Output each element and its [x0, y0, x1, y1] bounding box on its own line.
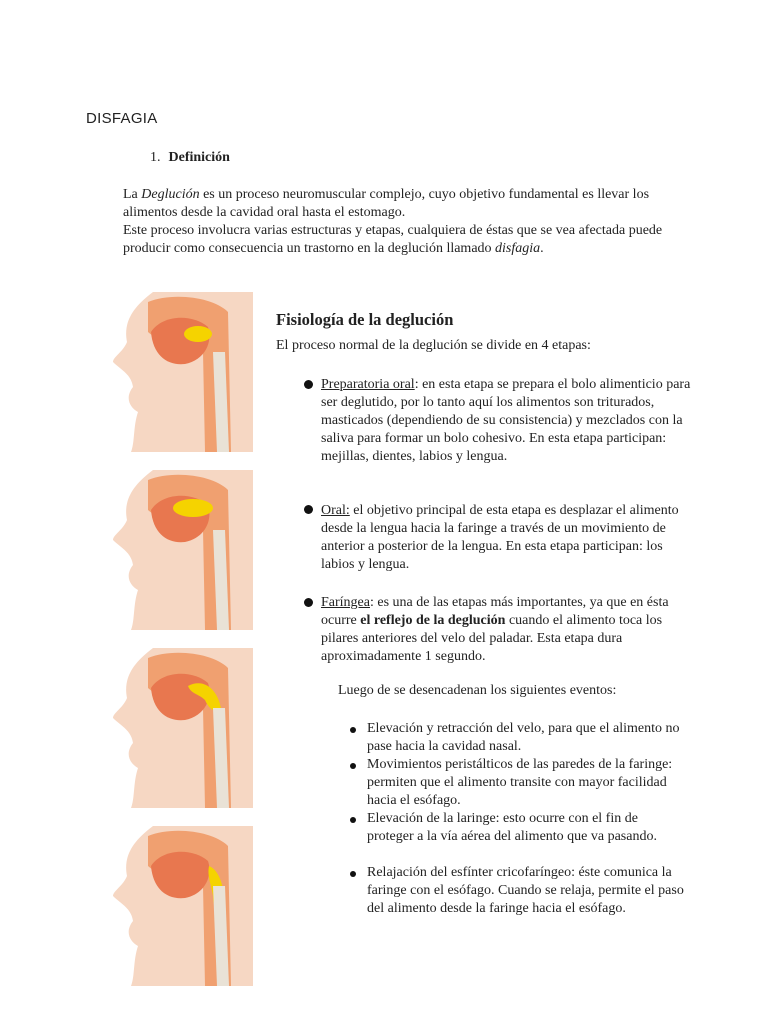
swallow-stage-3-illustration — [113, 648, 253, 808]
intro-paragraph-1 — [123, 186, 703, 222]
food-bolus — [184, 326, 212, 342]
bullet-dot — [350, 727, 356, 733]
swallow-stage-2-illustration — [113, 470, 253, 630]
bullet-dot — [350, 871, 356, 877]
section-title: Definición — [168, 150, 230, 165]
bullet-dot — [304, 598, 313, 607]
intro-text — [123, 186, 703, 258]
stage-text: el objetivo principal de esta etapa es desplazar el alimento desde la lengua hacia la faringe a través de un movimiento de anterior a posterior de la lengua. En esta etapa participan: los labios y lengua. — [321, 503, 679, 572]
physiology-heading: Fisiología de la deglución — [276, 310, 454, 329]
event-item: Relajación del esfínter cricofaríngeo: éste comunica la faringe con el esófago. Cuando se relaja, permite el paso del alimento desde la faringe hacia el esófago. — [367, 865, 684, 916]
bullet-dot — [304, 380, 313, 389]
event-item: Elevación y retracción del velo, para que el alimento no pase hacia la cavidad nasal. — [367, 721, 680, 754]
swallow-stage-1-illustration — [113, 292, 253, 452]
stage-name: Faríngea — [321, 595, 370, 610]
stage-name: Oral: — [321, 503, 350, 518]
bullet-dot — [304, 505, 313, 514]
stage-oral — [321, 502, 691, 574]
stage-text: : en esta etapa se prepara el bolo alimenticio para ser deglutido, por lo tanto aquí los alimentos son triturados, masticados (dependiendo de su consistencia) y mezclados con la saliva para formar un bolo cohesivo. En esta etapa participan: mejillas, dientes, labios y lengua. — [321, 377, 691, 464]
stage-text: cuando el alimento toca los pilares anteriores del velo del paladar. Esta etapa dura aproximadamente 1 segundo. — [321, 613, 663, 664]
physiology-intro: El proceso normal de la deglución se divide en 4 etapas: — [276, 338, 591, 353]
section-heading — [150, 150, 230, 166]
events-lead: Luego de se desencadenan los siguientes eventos: — [338, 683, 617, 698]
swallow-stage-4-illustration — [113, 826, 253, 986]
intro-text-run: . — [540, 241, 544, 256]
stage-faringea — [321, 594, 691, 666]
food-bolus — [173, 499, 213, 517]
stage-bold: el reflejo de la deglución — [360, 613, 506, 628]
section-number: 1. — [150, 150, 161, 165]
intro-text-run: La — [123, 187, 142, 202]
event-item: Elevación de la laringe: esto ocurre con el fin de proteger a la vía aérea del alimento que va pasando. — [367, 811, 657, 844]
event-item: Movimientos peristálticos de las paredes de la faringe: permiten que el alimento transite con mayor facilidad hacia el esófago. — [367, 757, 673, 808]
intro-text-run: Este proceso involucra varias estructuras y etapas, cualquiera de éstas que se vea afectada puede producir como consecuencia un trastorno en la deglución llamado — [123, 223, 663, 256]
stage-name: Preparatoria oral — [321, 377, 415, 392]
stage-text: : es una de las etapas más importantes, ya que en ésta ocurre — [321, 595, 669, 628]
bullet-dot — [350, 763, 356, 769]
doc-title: DISFAGIA — [86, 110, 158, 127]
intro-emphasis: disfagia — [495, 241, 541, 256]
intro-paragraph-2 — [123, 222, 703, 258]
intro-emphasis: Deglución — [141, 187, 200, 202]
intro-text-run: es un proceso neuromuscular complejo, cuyo objetivo fundamental es llevar los alimentos desde la cavidad oral hasta el estomago. — [123, 187, 650, 220]
stage-preparatoria — [321, 376, 691, 466]
bullet-dot — [350, 817, 356, 823]
